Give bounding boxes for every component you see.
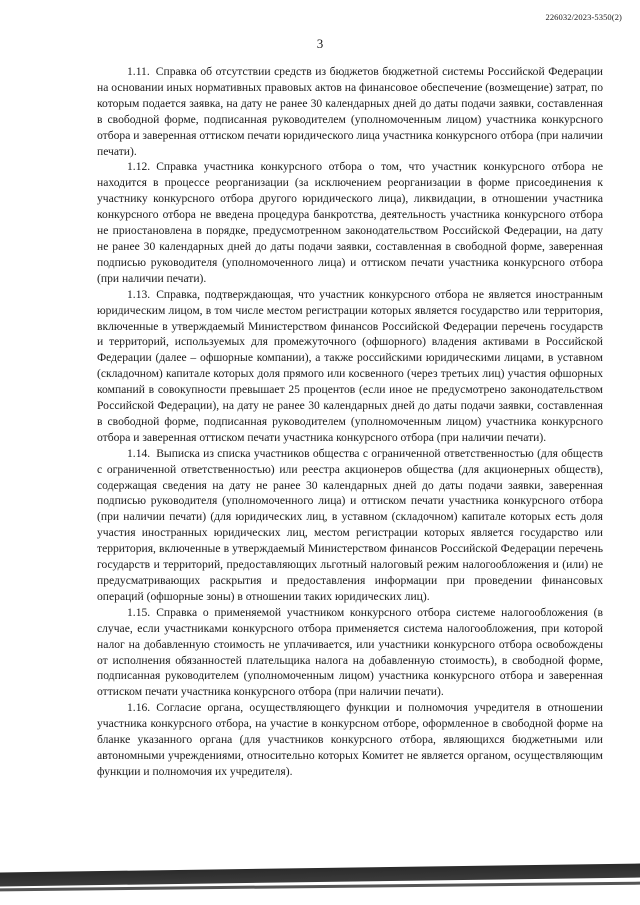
paragraph-1-13 bbox=[97, 287, 603, 446]
paragraph-number: 1.14. bbox=[127, 446, 151, 460]
paragraph-1-15 bbox=[97, 605, 603, 700]
document-registration-number: 226032/2023-5350(2) bbox=[545, 12, 622, 22]
paragraph-text: Выписка из списка участников общества с ограниченной ответственностью (для обществ с ограниченной ответственностью) или реестра акционеров общества (для акционерных обществ), содержащая сведения на дату не ранее 30 календарных дней до даты подачи заявки, заверенная подписью руководителя (уполномоченного лица) и оттиском печати участника конкурсного отбора (при наличии печати) (для юридических лиц, в уставном (складочном) капитале которых есть доля участия иностранных юридических лиц, местом регистрации которых является государство или территория, включенные в утверждаемый Министерством финансов Российской Федерации перечень государств и территорий, предоставляющих льготный налоговый режим налогообложения и (или) не предусматривающих раскрытия и предоставления информации при проведении финансовых операций (офшорные зоны) в отношении таких юридических лиц). bbox=[97, 446, 603, 603]
paragraph-text: Справка, подтверждающая, что участник конкурсного отбора не является иностранным юридическим лицом, в том числе местом регистрации которых является государство или территория, включенные в утверждаемый Министерством финансов Российской Федерации перечень государств и территорий, используемых для промежуточного (офшорного) владения активами в Российской Федерации (далее – офшорные компании), а также российскими юридическими лицами, в уставном (складочном) капитале которых доля прямого или косвенного (через третьих лиц) участия офшорных компаний в совокупности превышает 25 процентов (если иное не предусмотрено законодательством Российской Федерации), на дату не ранее 30 календарных дней до даты подачи заявки, составленная в свободной форме, подписанная руководителем (уполномоченным лицом) участника конкурсного отбора и заверенная оттиском печати участника конкурсного отбора (при наличии печати). bbox=[97, 287, 603, 444]
paragraph-text: Справка участника конкурсного отбора о том, что участник конкурсного отбора не находится в процессе реорганизации (за исключением реорганизации в форме присоединения к участнику конкурсного отбора другого юридического лица), ликвидации, в отношении участника конкурсного отбора не введена процедура банкротства, деятельность участника конкурсного отбора не приостановлена в порядке, предусмотренном законодательством Российской Федерации, на дату не ранее 30 календарных дней до даты подачи заявки, составленная в свободной форме, заверенная подписью руководителя (уполномоченного лица) и оттиском печати участника конкурсного отбора (при наличии печати). bbox=[97, 160, 603, 285]
paragraph-number: 1.12. bbox=[127, 160, 151, 174]
paragraph-text: Справка об отсутствии средств из бюджетов бюджетной системы Российской Федерации на основании иных нормативных правовых актов на финансовое обеспечение (возмещение) затрат, по которым подается заявка, на дату не ранее 30 календарных дней до даты подачи заявки, составленная в свободной форме, подписанная руководителем (уполномоченным лицом) участника конкурсного отбора и заверенная оттиском печати юридического лица участника конкурсного отбора (при наличии печати). bbox=[97, 65, 603, 158]
page-number: 3 bbox=[316, 36, 324, 51]
paragraph-number: 1.16. bbox=[127, 701, 151, 715]
paragraph-text: Справка о применяемой участником конкурсного отбора системе налогообложения (в случае, если участниками конкурсного отбора применяется система налогообложения, при которой налог на добавленную стоимость не уплачивается, или участники конкурсного отбора освобождены от исполнения обязанностей плательщика налога на добавленную стоимость), в свободной форме, подписанная руководителем (уполномоченным лицом) участника конкурсного отбора и заверенная оттиском печати участника конкурсного отбора (при наличии печати). bbox=[97, 605, 603, 699]
paragraph-1-11 bbox=[97, 64, 603, 159]
paragraph-text: Согласие органа, осуществляющего функции и полномочия учредителя в отношении участника конкурсного отбора, на участие в конкурсном отборе, оформленное в свободной форме на бланке указанного органа (для участников конкурсного отбора, являющихся бюджетными или автономными учреждениями, относительно которых Комитет не является органом, осуществляющим функции и полномочия их учредителя). bbox=[97, 701, 603, 778]
paragraph-number: 1.13. bbox=[127, 287, 151, 301]
paragraph-1-14 bbox=[97, 446, 603, 605]
paragraph-1-16 bbox=[97, 700, 603, 780]
paragraph-number: 1.11. bbox=[127, 65, 150, 78]
document-body bbox=[97, 64, 603, 780]
paragraph-number: 1.15. bbox=[127, 605, 151, 619]
paragraph-1-12 bbox=[97, 159, 603, 286]
